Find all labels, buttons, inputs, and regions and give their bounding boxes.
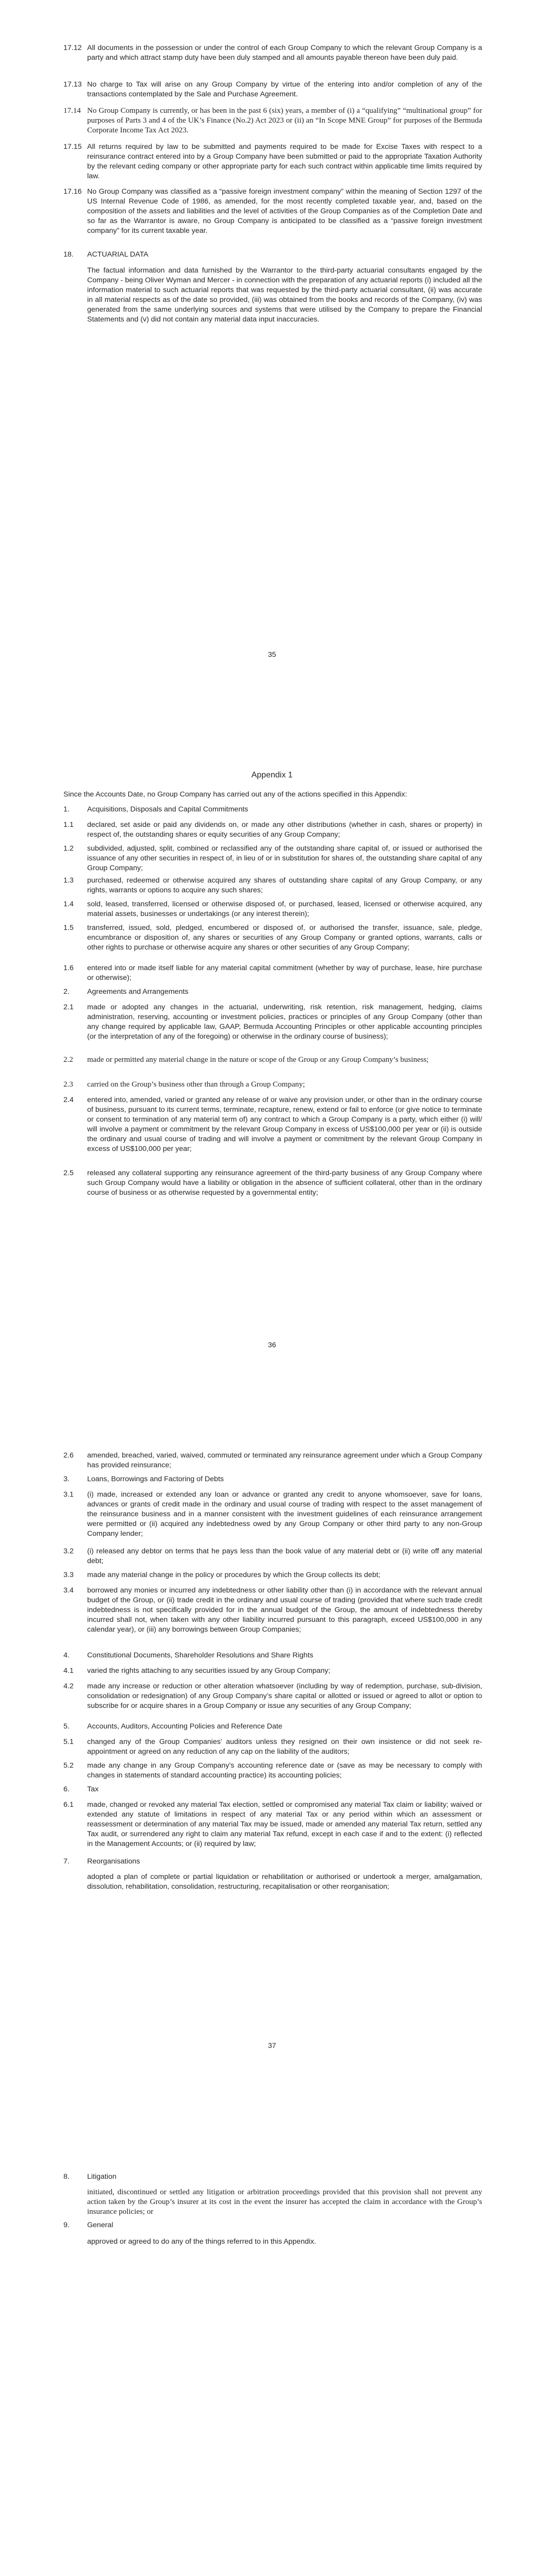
clause-text: entered into or made itself liable for any material capital commitment (whether by way of purchase, lease, hire purchase or otherwise); — [87, 964, 482, 982]
clause-number: 1.3 — [63, 876, 74, 885]
section-1-heading — [63, 805, 482, 815]
page-37 — [0, 1408, 544, 2110]
clause-text: carried on the Group’s business other than through a Group Company; — [87, 1080, 305, 1089]
section-number: 3. — [63, 1475, 70, 1483]
section-heading: Constitutional Documents, Shareholder Resolutions and Share Rights — [87, 1651, 314, 1659]
section-number: 8. — [63, 2173, 70, 2181]
clause-number: 3.1 — [63, 1490, 74, 1499]
clause-number: 2.6 — [63, 1451, 74, 1460]
section-number: 7. — [63, 1857, 70, 1866]
clause-1-2 — [63, 844, 482, 873]
clause-2-6 — [63, 1451, 482, 1470]
clause-number: 6.1 — [63, 1801, 74, 1809]
section-8-heading — [63, 2172, 482, 2182]
clause-number: 2.5 — [63, 1169, 74, 1177]
clause-number: 5.1 — [63, 1738, 74, 1746]
clause-4-1 — [63, 1666, 482, 1676]
clause-number: 3.4 — [63, 1586, 74, 1595]
appendix-title: Appendix 1 — [251, 771, 293, 779]
clause-text: changed any of the Group Companies’ auditors unless they resigned on their own insistence or did not seek re-appointment or agreed on any reduction of any cap on the liability of the auditors; — [87, 1738, 482, 1756]
clause-text: subdivided, adjusted, split, combined or reclassified any of the outstanding share capital of, or issued or authorised the issuance of any other securities in respect of, in lieu of or in substitution for shares of, the outstanding share capital of any Group Company; — [87, 844, 482, 872]
clause-text: purchased, redeemed or otherwise acquired any shares of outstanding share capital of any Group Company, or any rights, warrants or options to acquire any such shares; — [87, 876, 482, 894]
clause-18-body — [63, 266, 482, 325]
clause-6-1 — [63, 1800, 482, 1849]
clause-number: 4.2 — [63, 1682, 74, 1690]
clause-9-body — [63, 2237, 482, 2247]
clause-text: varied the rights attaching to any securities issued by any Group Company; — [87, 1667, 331, 1675]
page-number: 35 — [268, 651, 276, 659]
clause-number: 1.4 — [63, 900, 74, 908]
clause-text: (i) released any debtor on terms that he pays less than the book value of any material debt or (ii) write off any material debt; — [87, 1547, 482, 1565]
clause-1-6 — [63, 963, 482, 983]
page-36 — [0, 705, 544, 1408]
clause-text: made any change in any Group Company’s accounting reference date or (save as may be necessary to comply with changes in statements of standard accounting practice) its accounting policies; — [87, 1761, 482, 1780]
section-number: 4. — [63, 1651, 70, 1659]
clause-text: declared, set aside or paid any dividends on, or made any other distributions (whether in cash, shares or property) in respect of, the outstanding shares or equity securities of any Group Company; — [87, 821, 482, 839]
clause-text: borrowed any monies or incurred any indebtedness or other liability other than (i) in accordance with the relevant annual budget of the Group, or (ii) trade credit in the ordinary and usual course of trading (provided that where such trade credit indebtedness is not specifically provided for in the annual budget of the Group, the amount of indebtedness thereby incurred shall not, when taken with any other liability incurred pursuant to this paragraph, exceed US$100,000 in any calendar year), or (iii) any borrowings between Group Companies; — [87, 1586, 482, 1634]
clause-text: No Group Company is currently, or has been in the past 6 (six) years, a member of (i) a “qualifying” “multinational group” for purposes of Parts 3 and 4 of the UK’s Finance (No.2) Act 2023 or (ii) an “In Scope MNE Group” for purposes of the Bermuda Corporate Income Tax Act 2023. — [87, 107, 482, 134]
clause-text: amended, breached, varied, waived, commuted or terminated any reinsurance agreement under which a Group Company has provided reinsurance; — [87, 1451, 482, 1469]
section-heading: General — [87, 2221, 113, 2229]
section-3-heading — [63, 1475, 482, 1484]
clause-number: 17.16 — [63, 188, 82, 196]
clause-text: initiated, discontinued or settled any litigation or arbitration proceedings provided that this provision shall not prevent any action taken by the Group’s insurer at its cost in the event the insurer has accepted the claim in accordance with the Group’s insurance policies; or — [87, 2188, 482, 2216]
clause-1-1 — [63, 820, 482, 840]
clause-number: 5.2 — [63, 1761, 74, 1770]
clause-text: made or adopted any changes in the actuarial, underwriting, risk retention, risk management, hedging, claims administration, reserving, accounting or investment policies, practices or principles of any Group Company (other than any change required by applicable law, GAAP, Bermuda Accounting Principles or other applicable accounting principles (or the interpretation of any of the foregoing) or otherwise in the ordinary course of business); — [87, 1003, 482, 1041]
page-35 — [0, 0, 544, 705]
clause-number: 17.15 — [63, 143, 82, 151]
section-2-heading — [63, 987, 482, 997]
clause-number: 1.5 — [63, 924, 74, 932]
clause-number: 17.12 — [63, 44, 82, 52]
clause-text: made any increase or reduction or other alteration whatsoever (including by way of redemption, purchase, sub-division, consolidation or redesignation) of any Group Company’s share capital or allotted or issued or agreed to allot or option to subscribe for or acquire shares in a Group Company or issue any securities of any Group Company; — [87, 1682, 482, 1710]
section-heading: Reorganisations — [87, 1857, 140, 1866]
appendix-intro: Since the Accounts Date, no Group Company has carried out any of the actions specified in this Appendix: — [63, 790, 407, 799]
clause-2-3 — [63, 1080, 482, 1090]
clause-number: 3.2 — [63, 1547, 74, 1555]
section-number: 18. — [63, 250, 74, 259]
clause-number: 1.1 — [63, 821, 74, 829]
clause-1-5 — [63, 923, 482, 953]
section-heading: Agreements and Arrangements — [87, 988, 189, 996]
clause-number: 17.14 — [63, 107, 81, 115]
clause-number: 17.13 — [63, 80, 82, 89]
clause-17-16 — [63, 187, 482, 236]
clause-text: adopted a plan of complete or partial liquidation or rehabilitation or authorised or undertook a merger, amalgamation, dissolution, rehabilitation, consolidation, restructuring, recapitalisation or other reorganisation; — [87, 1873, 482, 1891]
section-number: 5. — [63, 1722, 70, 1731]
clause-text: sold, leased, transferred, licensed or otherwise disposed of, or purchased, leased, licensed or otherwise acquired, any material assets, businesses or undertakings (or any interest therein); — [87, 900, 482, 918]
clause-3-1 — [63, 1490, 482, 1539]
section-5-heading — [63, 1722, 482, 1732]
clause-3-2 — [63, 1547, 482, 1566]
section-9-heading — [63, 2221, 482, 2230]
clause-text: made, changed or revoked any material Tax election, settled or compromised any material Tax claim or liability; waived or extended any statute of limitations in respect of any material Tax or any period within which an assessment or reassessment or determination of any material Tax may be issued, made or amended any material Tax return, settled any Tax audit, or surrendered any right to claim any material Tax refund, except in each case if and to the extent: (i) reflected in the Management Accounts; or (ii) required by law; — [87, 1801, 482, 1848]
clause-17-13 — [63, 80, 482, 99]
section-number: 2. — [63, 988, 70, 996]
clause-8-body — [63, 2188, 482, 2217]
clause-number: 2.4 — [63, 1096, 74, 1104]
section-heading: Acquisitions, Disposals and Capital Commitments — [87, 805, 249, 814]
clause-number: 3.3 — [63, 1571, 74, 1579]
section-number: 9. — [63, 2221, 70, 2229]
section-heading: Loans, Borrowings and Factoring of Debts — [87, 1475, 224, 1483]
clause-7-body — [63, 1872, 482, 1892]
clause-2-2 — [63, 1055, 482, 1065]
clause-5-2 — [63, 1761, 482, 1781]
section-6-heading — [63, 1785, 482, 1794]
clause-1-4 — [63, 900, 482, 919]
clause-number: 1.2 — [63, 844, 74, 853]
clause-1-3 — [63, 876, 482, 895]
clause-text: entered into, amended, varied or granted any release of or waive any provision under, or other than in the ordinary course of business, pursuant to its current terms, terminate, recapture, renew, extend or fail to enforce (or give notice to terminate or consent to termination of any material term of) any contract to which a Group Company is a party, which either (i) will/ will involve a payment or commitment by the relevant Group Company in excess of US$100,000 per year or (ii) is outside the ordinary and usual course of trading and will involve a payment or commitment by the relevant Group Company in excess of US$100,000 per year; — [87, 1096, 482, 1153]
section-4-heading — [63, 1651, 482, 1660]
clause-text: approved or agreed to do any of the things referred to in this Appendix. — [87, 2238, 317, 2246]
clause-text: made or permitted any material change in the nature or scope of the Group or any Group Company’s business; — [87, 1056, 429, 1064]
clause-3-4 — [63, 1586, 482, 1635]
section-18-heading — [63, 250, 482, 260]
clause-text: All returns required by law to be submitted and payments required to be made for Excise Taxes with respect to a reinsurance contract entered into by a Group Company have been submitted or paid to the appropriate Taxation Authority by the relevant ceding company or other appropriate party for each such contract within applicable time limits required by law. — [87, 143, 482, 180]
clause-5-1 — [63, 1737, 482, 1757]
section-number: 6. — [63, 1785, 70, 1793]
section-heading: Litigation — [87, 2173, 117, 2181]
clause-number: 1.6 — [63, 964, 74, 972]
page-38 — [0, 2110, 544, 2576]
clause-2-5 — [63, 1168, 482, 1198]
clause-2-4 — [63, 1095, 482, 1154]
page-number: 37 — [268, 2042, 276, 2050]
clause-number: 2.3 — [63, 1080, 73, 1089]
clause-text: transferred, issued, sold, pledged, encumbered or disposed of, or authorised the transfer, issuance, sale, pledge, encumbrance or disposition of, any shares or securities of any Group Company or granted options, warrants, calls or other rights to purchase or otherwise acquire any shares or other securities of any Group Company; — [87, 924, 482, 952]
section-heading: Accounts, Auditors, Accounting Policies and Reference Date — [87, 1722, 283, 1731]
section-7-heading — [63, 1857, 482, 1867]
clause-17-12 — [63, 43, 482, 63]
section-heading: ACTUARIAL DATA — [87, 250, 149, 259]
clause-2-1 — [63, 1003, 482, 1042]
clause-text: All documents in the possession or under the control of each Group Company to which the relevant Group Company is a party and which attract stamp duty have been duly stamped and all amounts payable thereon have been duly paid. — [87, 44, 482, 62]
clause-number: 2.1 — [63, 1003, 74, 1011]
clause-17-15 — [63, 142, 482, 181]
clause-text: No Group Company was classified as a “passive foreign investment company” within the meaning of Section 1297 of the US Internal Revenue Code of 1986, as amended, for the most recently completed taxable year, and, based on the composition of the assets and liabilities and the level of activities of the Group Companies as of the Completion Date and so far as the Warrantor is aware, no Group Company is anticipated to be classified as a “passive foreign investment company” for its current taxable year. — [87, 188, 482, 235]
clause-text: released any collateral supporting any reinsurance agreement of the third-party business of any Group Company where such Group Company would have a liability or obligation in the absence of sufficient collateral, other than in the ordinary course of business or as otherwise requested by a governmental entity; — [87, 1169, 482, 1197]
clause-17-14 — [63, 106, 482, 135]
clause-text: made any material change in the policy or procedures by which the Group collects its debt; — [87, 1571, 381, 1579]
clause-3-3 — [63, 1570, 482, 1580]
section-number: 1. — [63, 805, 70, 814]
section-heading: Tax — [87, 1785, 99, 1793]
clause-4-2 — [63, 1682, 482, 1711]
clause-text: The factual information and data furnished by the Warrantor to the third-party actuarial consultants engaged by the Company - being Oliver Wyman and Mercer - in connection with the preparation of any actuarial reports (i) included all the information material to such actuarial reports that was requested by the third-party actuarial consultant, (ii) was accurate in all material respects as of the date so provided, (iii) was obtained from the books and records of the Company, (iv) was generated from the same underlying sources and systems that were utilised by the Company to prepare the Financial Statements and (v) did not contain any material data input inaccuracies. — [87, 266, 482, 324]
clause-text: No charge to Tax will arise on any Group Company by virtue of the entering into and/or completion of any of the transactions contemplated by the Sale and Purchase Agreement. — [87, 80, 482, 98]
clause-number: 2.2 — [63, 1056, 73, 1064]
clause-text: (i) made, increased or extended any loan or advance or granted any credit to anyone whomsoever, save for loans, advances or grants of credit made in the ordinary and usual course of trading with respect to the asset management of the reinsurance business and in a manner consistent with the investment guidelines of each reinsurance arrangement were permitted or (ii) acquired any indebtedness owed by any Group Company or other third party to any non-Group Company lender; — [87, 1490, 482, 1538]
clause-number: 4.1 — [63, 1667, 74, 1675]
page-number: 36 — [268, 1341, 276, 1349]
